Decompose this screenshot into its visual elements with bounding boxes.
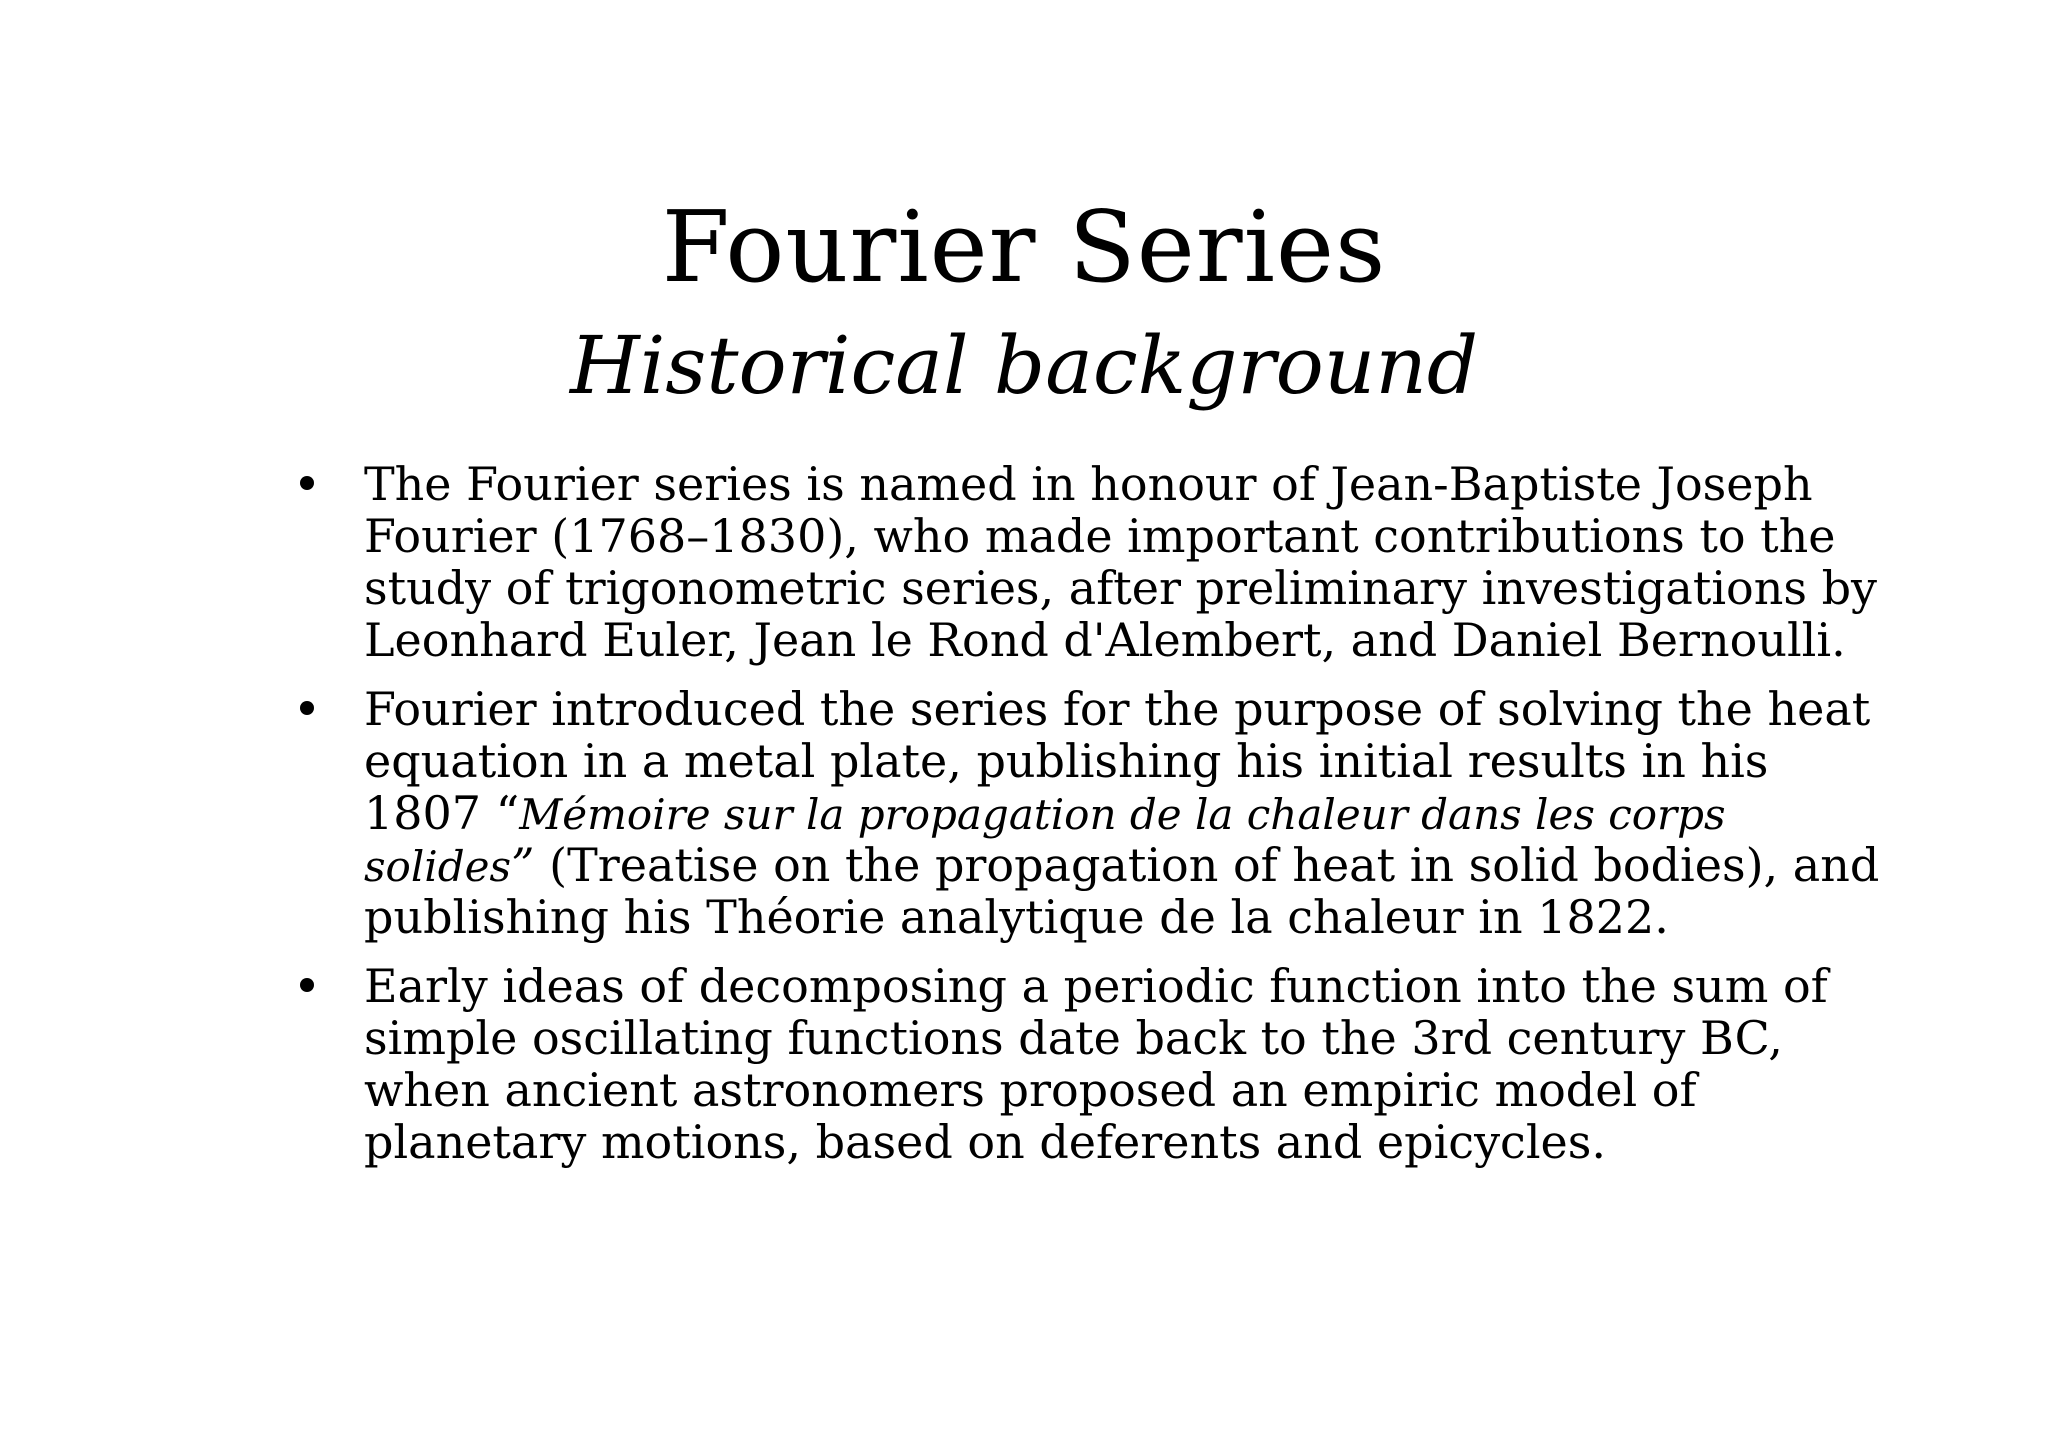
slide-subtitle: Historical background xyxy=(569,319,1479,412)
bullet-2-line-1: Fourier introduced the series for the purpose of solving the heat xyxy=(364,682,1871,736)
bullet-1-line-4: Leonhard Euler, Jean le Rond d'Alembert, and Daniel Bernoulli. xyxy=(364,613,1846,667)
bullet-3-line-1: Early ideas of decomposing a periodic function into the sum of xyxy=(364,959,1828,1013)
bullet-dot-icon xyxy=(300,978,314,992)
bullet-2-line-2: equation in a metal plate, publishing his initial results in his xyxy=(364,734,1769,788)
treatise-translation: (Treatise on the propagation of heat in solid bodies), and xyxy=(534,838,1880,892)
bullet-1-line-3: study of trigonometric series, after preliminary investigations by xyxy=(364,561,1878,615)
closing-quote: ” xyxy=(511,838,535,892)
bullet-2-line-5: publishing his Théorie analytique de la chaleur in 1822. xyxy=(364,890,1669,944)
memoire-title-part-2: solides xyxy=(364,842,511,891)
slide-title: Fourier Series xyxy=(661,191,1387,305)
bullet-1-line-1: The Fourier series is named in honour of Jean-Baptiste Joseph xyxy=(364,457,1813,511)
bullet-3-line-2: simple oscillating functions date back to the 3rd century BC, xyxy=(364,1011,1783,1065)
bullet-3-line-3: when ancient astronomers proposed an empiric model of xyxy=(364,1063,1697,1117)
bullet-2-line-4 xyxy=(364,839,1879,893)
memoire-title-part-1: Mémoire sur la propagation de la chaleur dans les corps xyxy=(519,790,1726,839)
bullet-3-line-4: planetary motions, based on deferents and epicycles. xyxy=(364,1115,1606,1169)
bullet-dot-icon xyxy=(300,701,314,715)
bullet-dot-icon xyxy=(300,476,314,490)
treatise-year-prefix: 1807 “ xyxy=(364,786,520,840)
bullet-1-line-2: Fourier (1768–1830), who made important contributions to the xyxy=(364,509,1836,563)
bullet-2-line-3 xyxy=(364,787,1726,841)
